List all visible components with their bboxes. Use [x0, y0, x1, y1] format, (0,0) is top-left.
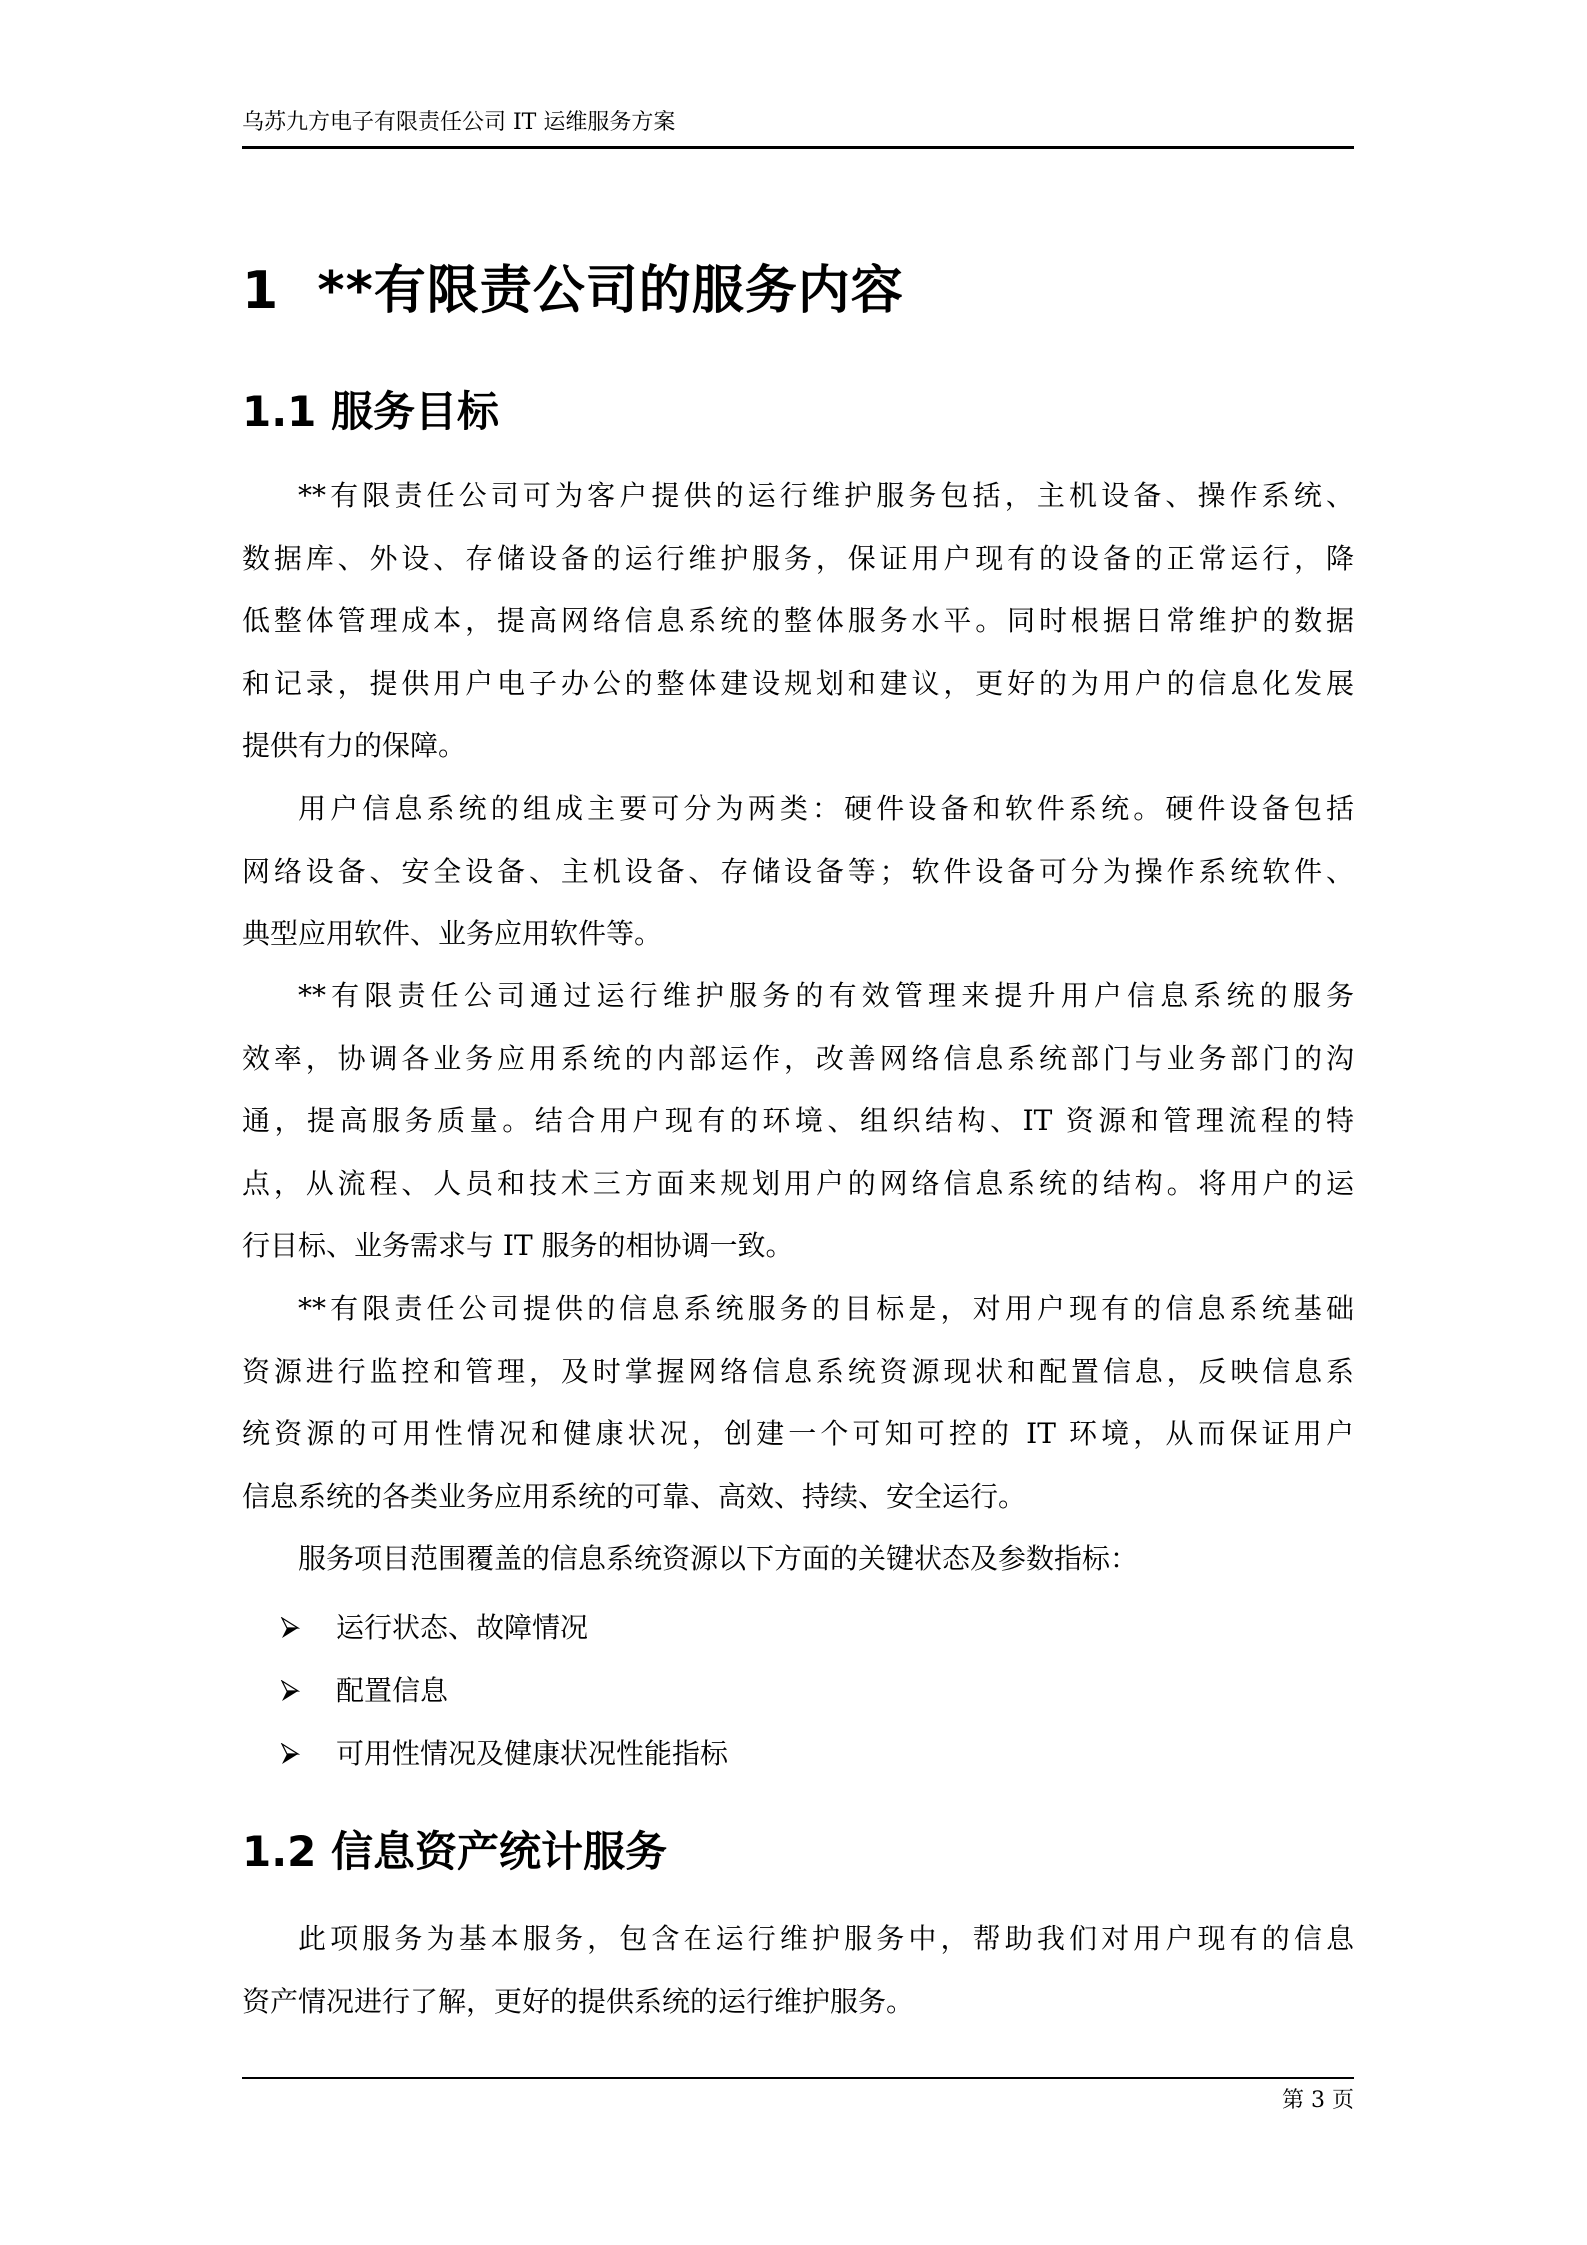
paragraph-line: 网络设备、安全设备、主机设备、存储设备等；软件设备可分为操作系统软件、	[242, 854, 1354, 888]
paragraph-line: 点，从流程、人员和技术三方面来规划用户的网络信息系统的结构。将用户的运	[242, 1166, 1354, 1200]
footer-divider	[242, 2077, 1354, 2079]
paragraph-line: 此项服务为基本服务，包含在运行维护服务中，帮助我们对用户现有的信息	[298, 1922, 1354, 1955]
list-item	[242, 1722, 1354, 1785]
paragraph-line: 服务项目范围覆盖的信息系统资源以下方面的关键状态及参数指标：	[298, 1542, 1139, 1575]
paragraph-system-composition	[242, 778, 1354, 966]
paragraph-asset-statistics	[242, 1908, 1354, 2033]
paragraph-line: 统资源的可用性情况和健康状况，创建一个可知可控的 IT 环境，从而保证用户	[242, 1417, 1354, 1450]
list-item	[242, 1596, 1354, 1659]
paragraph-line: 通，提高服务质量。结合用户现有的环境、组织结构、IT 资源和管理流程的特	[242, 1104, 1354, 1137]
paragraph-line: 效率，协调各业务应用系统的内部运作，改善网络信息系统部门与业务部门的沟	[242, 1041, 1354, 1075]
paragraph-line: 典型应用软件、业务应用软件等。	[242, 917, 663, 950]
indicator-list	[242, 1596, 1354, 1785]
list-item	[242, 1659, 1354, 1722]
paragraph-line: 行目标、业务需求与 IT 服务的相协调一致。	[242, 1229, 794, 1262]
paragraph-line: 数据库、外设、存储设备的运行维护服务，保证用户现有的设备的正常运行，降	[242, 541, 1354, 575]
paragraph-line: **有限责任公司提供的信息系统服务的目标是，对用户现有的信息系统基础	[298, 1292, 1354, 1325]
list-item-text: 配置信息	[336, 1674, 449, 1707]
paragraph-line: 信息系统的各类业务应用系统的可靠、高效、持续、安全运行。	[242, 1479, 1027, 1513]
section-heading-1-1: 1.1 服务目标	[242, 387, 500, 436]
page-number: 第 3 页	[1282, 2088, 1354, 2113]
paragraph-service-scope	[242, 465, 1354, 778]
paragraph-line: 资源进行监控和管理，及时掌握网络信息系统资源现状和配置信息，反映信息系	[242, 1354, 1354, 1388]
paragraph-scope-intro	[242, 1528, 1354, 1591]
paragraph-line: 低整体管理成本，提高网络信息系统的整体服务水平。同时根据日常维护的数据	[242, 604, 1354, 637]
section-heading-1-2: 1.2 信息资产统计服务	[242, 1827, 668, 1876]
paragraph-line: 用户信息系统的组成主要可分为两类：硬件设备和软件系统。硬件设备包括	[298, 792, 1354, 825]
paragraph-line: 提供有力的保障。	[242, 729, 467, 762]
arrowhead-bullet-icon	[280, 1722, 310, 1785]
list-item-text: 可用性情况及健康状况性能指标	[336, 1737, 729, 1770]
paragraph-line: 和记录，提供用户电子办公的整体建设规划和建议，更好的为用户的信息化发展	[242, 666, 1354, 700]
paragraph-line: **有限责任公司通过运行维护服务的有效管理来提升用户信息系统的服务	[298, 979, 1354, 1012]
arrowhead-bullet-icon	[280, 1659, 310, 1722]
paragraph-service-goal	[242, 1278, 1354, 1528]
paragraph-line: **有限责任公司可为客户提供的运行维护服务包括，主机设备、操作系统、	[298, 479, 1354, 512]
list-item-text: 运行状态、故障情况	[336, 1611, 589, 1644]
paragraph-service-management	[242, 965, 1354, 1278]
header-divider	[242, 146, 1354, 149]
arrowhead-bullet-icon	[280, 1596, 310, 1659]
chapter-heading: 1 **有限责公司的服务内容	[242, 261, 904, 321]
running-header: 乌苏九方电子有限责任公司 IT 运维服务方案	[242, 110, 676, 135]
paragraph-line: 资产情况进行了解，更好的提供系统的运行维护服务。	[242, 1984, 915, 2018]
